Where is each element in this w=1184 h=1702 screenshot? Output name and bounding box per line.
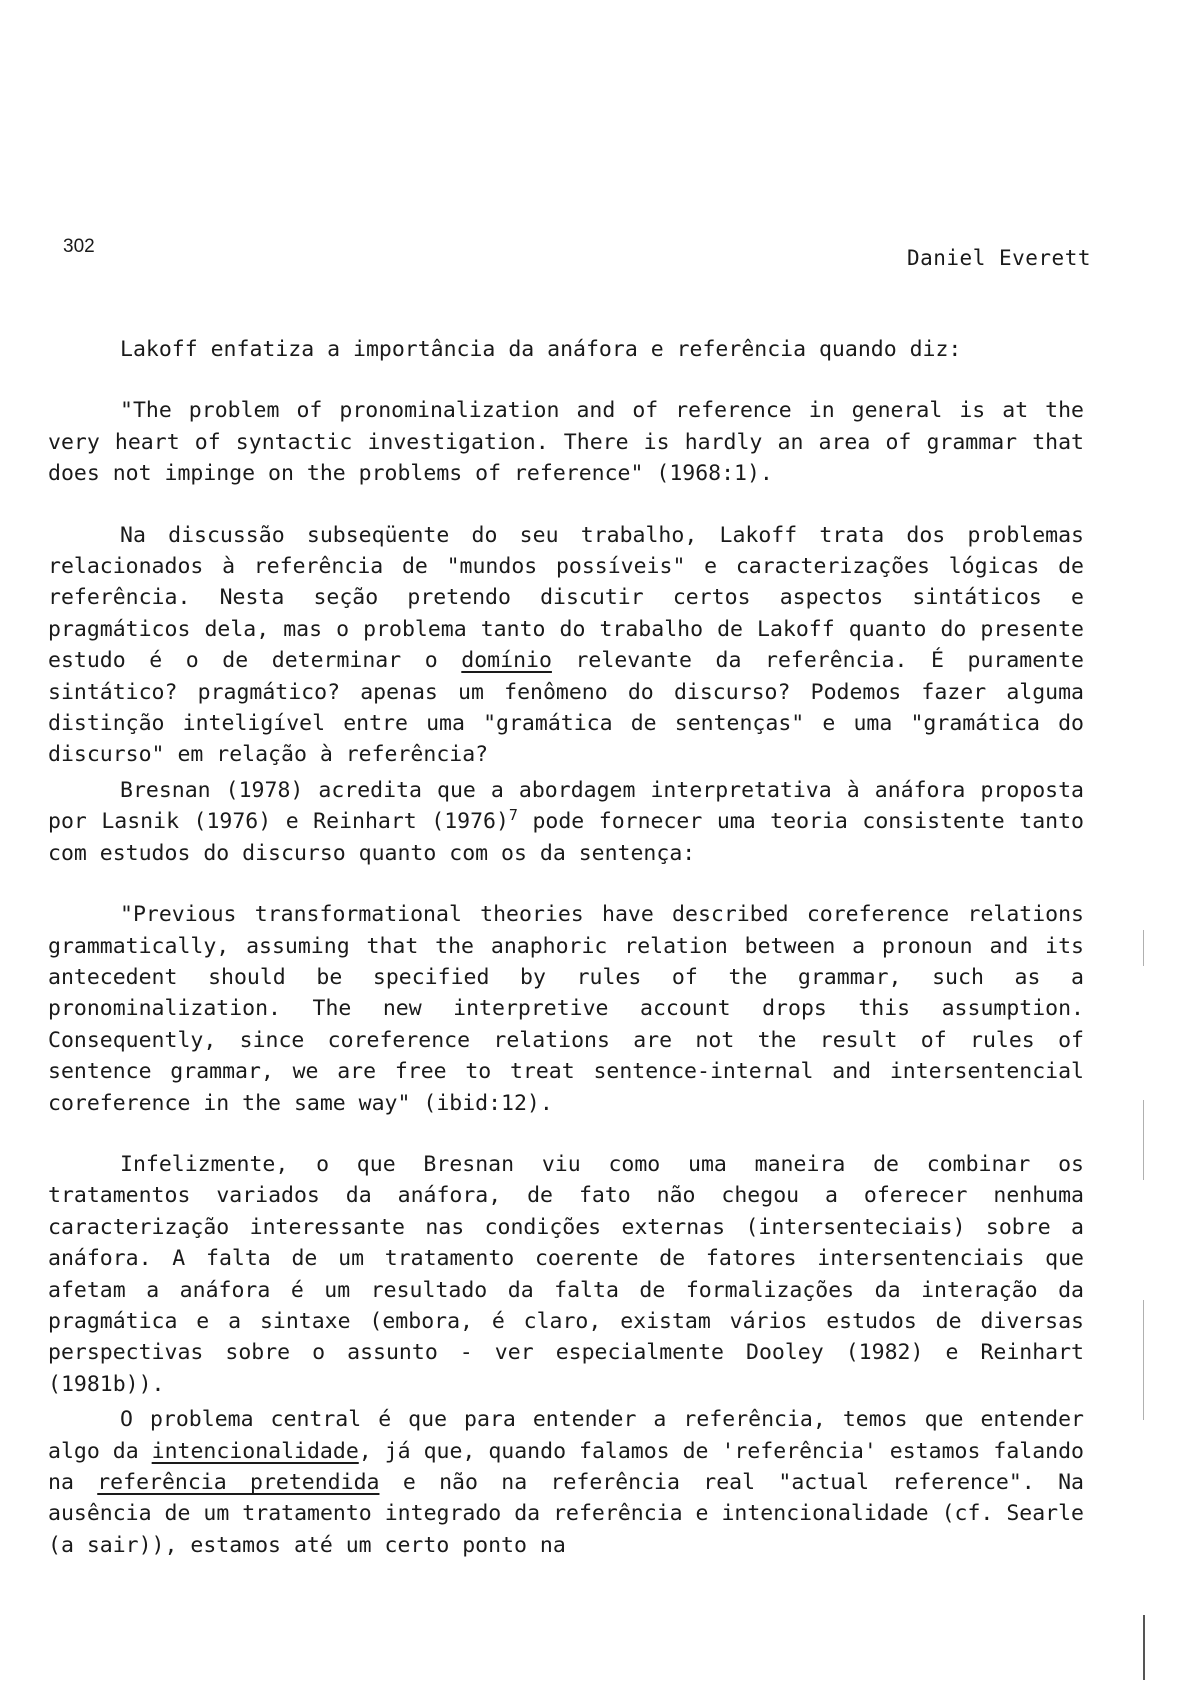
paragraph-discussion-text-1: Na discussão subseqüente do seu trabalho, Lakoff trata dos problemas relacionados à referência de "mundos possíveis" e caracterizações lógicas de referência. Nesta seção pretendo discutir certos aspectos sintáticos e pragmáticos dela, mas o problema tanto do trabalho de Lakoff quanto do presente estudo é o de determinar o	[48, 522, 1084, 674]
scan-margin-mark	[1143, 1100, 1144, 1180]
scan-margin-mark	[1143, 1300, 1144, 1420]
paragraph-discussion-text-2: relevante da referência. É puramente sintático? pragmático? apenas um fenômeno do discurso? Podemos fazer alguma distinção inteligível entre uma "gramática de sentenças" e uma "gramática do discurso" em relação à referência?	[48, 648, 1084, 768]
paragraph-bresnan	[48, 775, 1084, 869]
underlined-term-referencia-pretendida: referência pretendida	[97, 1470, 380, 1495]
scan-margin-mark	[1143, 1615, 1145, 1680]
underlined-term-intencionalidade: intencionalidade	[151, 1438, 359, 1464]
scan-margin-mark	[1143, 930, 1144, 966]
paragraph-bresnan-text-1: Bresnan (1978) acredita que a abordagem interpretativa à anáfora proposta por Lasnik (1976) e Reinhart (1976)	[48, 777, 1084, 835]
quote-lakoff: "The problem of pronominalization and of reference in general is at the very heart of syntactic investigation. There is hardly an area of grammar that does not impinge on the problems of reference" (1968:1).	[48, 398, 1084, 487]
paragraph-problema-text-1: O problema central é que para entender a referência, temos que entender algo da	[48, 1407, 1084, 1464]
quote-bresnan: "Previous transformational theories have described coreference relations grammatically, assuming that the anaphoric relation between a pronoun and its antecedent should be specified by rules of the grammar, such as a pronominalization. The new interpretive account drops this assumption. Consequently, since coreference relations are not the result of rules of sentence grammar, we are free to treat sentence-internal and intersentencial coreference in the same way" (ibid:12).	[48, 902, 1084, 1116]
paragraph-problema-text-3: e não na referência real "actual reference". Na ausência de um tratamento integrado da referência e intencionalidade (cf. Searle (a sair)), estamos até um certo ponto na	[48, 1470, 1084, 1558]
paragraph-problema-text-2: , já que, quando falamos de 'referência' estamos falando na	[48, 1438, 1084, 1495]
running-head-author: Daniel Everett	[906, 246, 1091, 270]
page-number: 302	[63, 236, 95, 257]
underlined-term-dominio: domínio	[461, 648, 552, 674]
footnote-marker: 7	[508, 806, 518, 825]
body-text	[48, 334, 1084, 1561]
paragraph-bresnan-text-2: pode fornecer uma teoria consistente tanto com estudos do discurso quanto com os da sentença:	[48, 809, 1084, 866]
paragraph-discussion	[48, 520, 1084, 771]
paragraph-infelizmente: Infelizmente, o que Bresnan viu como uma maneira de combinar os tratamentos variados da anáfora, de fato não chegou a oferecer nenhuma caracterização interessante nas condições externas (intersenteciais) sobre a anáfora. A falta de um tratamento coerente de fatores intersentenciais que afetam a anáfora é um resultado da falta de formalizações da interação da pragmática e a sintaxe (embora, é claro, existam vários estudos de diversas perspectivas sobre o assunto - ver especialmente Dooley (1982) e Reinhart (1981b)).	[48, 1151, 1084, 1397]
paragraph-intro: Lakoff enfatiza a importância da anáfora e referência quando diz:	[120, 337, 962, 362]
paragraph-problema-central	[48, 1404, 1084, 1561]
